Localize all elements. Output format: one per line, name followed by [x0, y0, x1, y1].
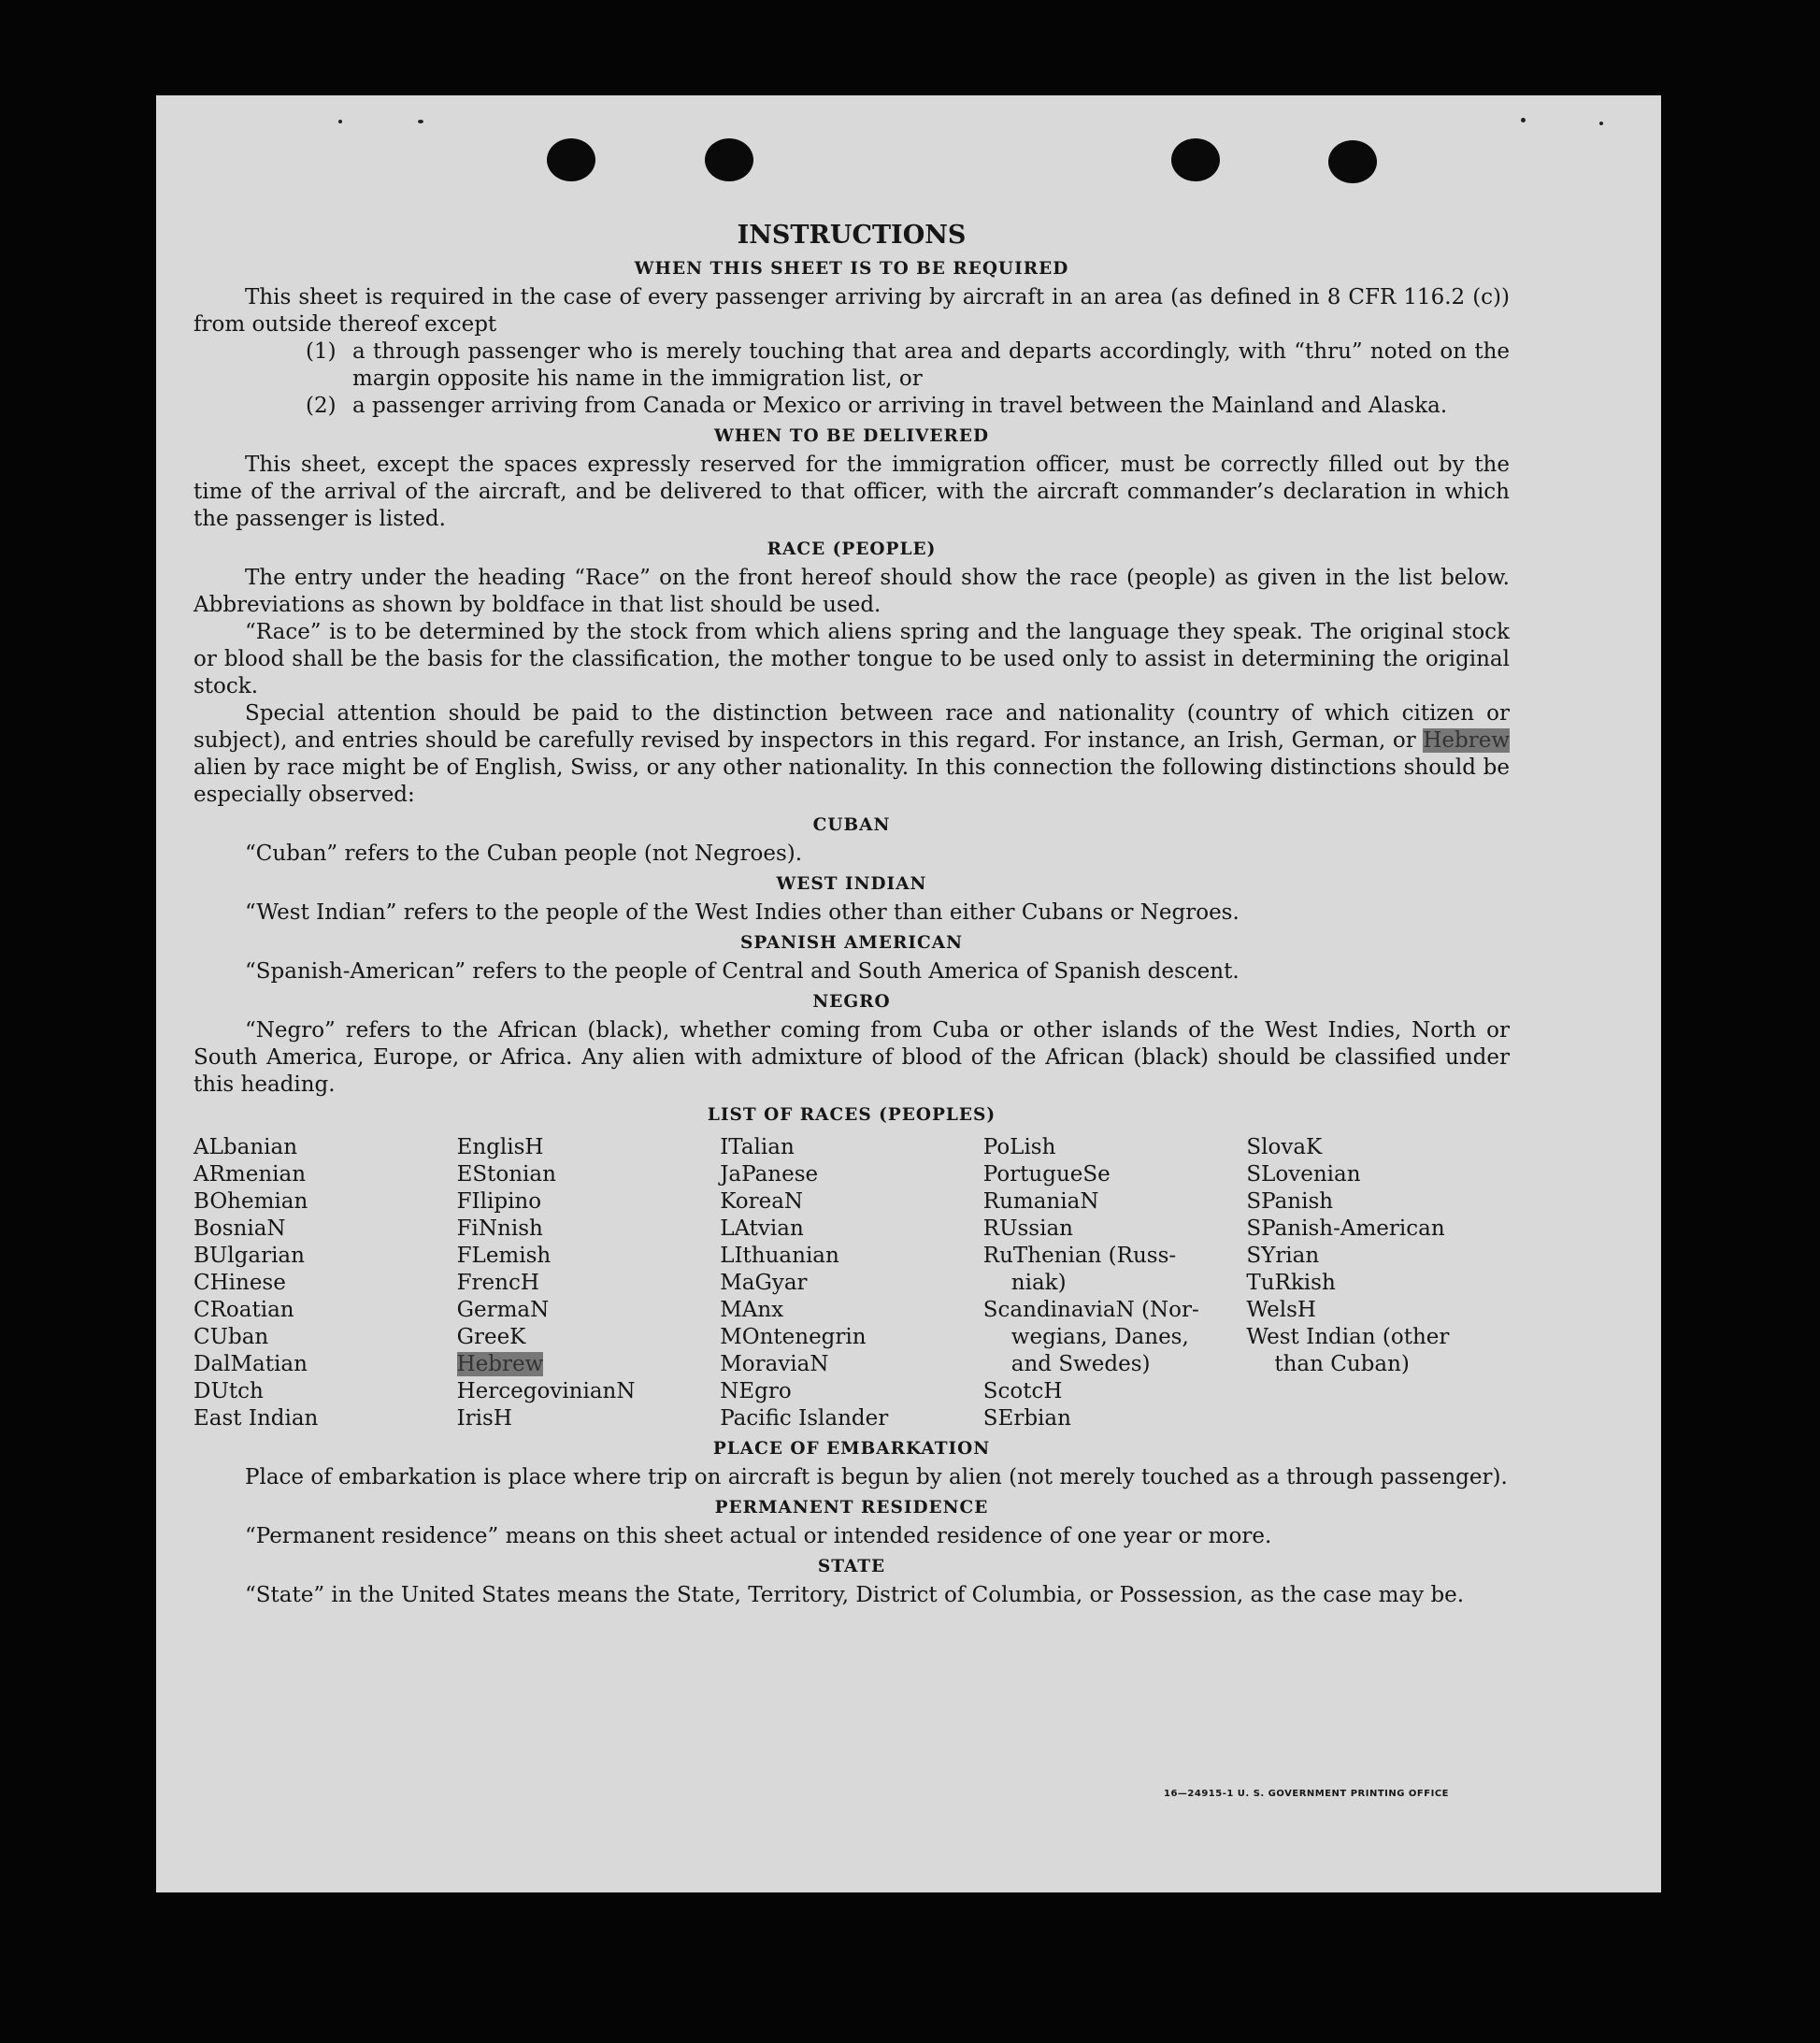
race-entry: SPanish-American — [1246, 1216, 1445, 1241]
race-entry: LAtvian — [720, 1216, 804, 1241]
race-entry: JaPanese — [720, 1162, 819, 1187]
heading-permanent-residence: PERMANENT RESIDENCE — [714, 1498, 989, 1518]
dust-speck — [1521, 118, 1526, 122]
page-title: INSTRUCTIONS — [737, 221, 967, 250]
races-column-2 — [457, 1134, 721, 1432]
race-entry: CRoatian — [193, 1298, 294, 1322]
races-column-1 — [193, 1134, 457, 1432]
paragraph-race-3 — [193, 700, 1510, 809]
race-entry: FrencH — [456, 1271, 539, 1295]
heading-embarkation: PLACE OF EMBARKATION — [712, 1439, 991, 1459]
race-text-a: Special attention should be paid to the distinction between race and nationality (country of which citizen or subject), and entries should be carefully revised by inspectors in this regard. For instance, an Irish, German, or — [193, 701, 1510, 753]
races-column-3 — [720, 1134, 983, 1432]
instructions-body — [193, 215, 1510, 1609]
exception-item-1 — [193, 338, 1510, 393]
punch-hole-3 — [1171, 138, 1220, 181]
race-entry: West Indian (other — [1246, 1325, 1450, 1349]
race-entry: BOhemian — [193, 1189, 308, 1214]
document-sheet — [156, 95, 1661, 1892]
item-number: (1) — [306, 339, 337, 364]
race-entry: DalMatian — [193, 1352, 308, 1376]
race-entry: NEgro — [720, 1379, 792, 1403]
paragraph-permanent-residence: “Permanent residence” means on this sheet actual or intended residence of one year or more. — [245, 1524, 1272, 1548]
heading-state: STATE — [817, 1557, 886, 1576]
race-entry: SlovaK — [1246, 1135, 1323, 1159]
race-entry: KoreaN — [720, 1189, 804, 1214]
paragraph-when-required: This sheet is required in the case of every passenger arriving by aircraft in an area (as defined in 8 CFR 116.2 (c)) from outside thereof except — [193, 285, 1510, 337]
paragraph-embarkation: Place of embarkation is place where trip on aircraft is begun by alien (not merely touched as a through passenger). — [245, 1465, 1508, 1489]
paragraph-race-1: The entry under the heading “Race” on the front hereof should show the race (people) as given in the list below. Abbreviations as shown by boldface in that list should be used. — [193, 566, 1510, 617]
race-entry: TuRkish — [1246, 1271, 1336, 1295]
race-entry: RumaniaN — [982, 1189, 1099, 1214]
item-text: a through passenger who is merely touching that area and departs accordingly, with “thru” noted on the margin opposite his name in the immigration list, or — [352, 339, 1510, 391]
struck-word: Hebrew — [1423, 728, 1511, 753]
race-entry-continued: wegians, Danes, — [1010, 1325, 1189, 1349]
heading-cuban: CUBAN — [812, 815, 891, 835]
race-entry: CHinese — [193, 1271, 286, 1295]
race-entry: HercegovinianN — [456, 1379, 636, 1403]
race-entry: GermaN — [456, 1298, 550, 1322]
race-entry: ScotcH — [982, 1379, 1063, 1403]
heading-list-of-races: LIST OF RACES (PEOPLES) — [707, 1105, 996, 1125]
race-entry: IrisH — [456, 1406, 512, 1431]
race-entry: EStonian — [456, 1162, 556, 1187]
struck-word: Hebrew — [456, 1352, 544, 1376]
race-entry: SErbian — [982, 1406, 1071, 1431]
race-entry: FIlipino — [456, 1189, 542, 1214]
paragraph-when-delivered: This sheet, except the spaces expressly reserved for the immigration officer, must be correctly filled out by the time of the arrival of the aircraft, and be delivered to that officer, with the aircraft commander’s declaration in which the passenger is listed. — [193, 453, 1510, 531]
exception-item-2 — [193, 393, 1510, 420]
race-entry: SYrian — [1246, 1244, 1320, 1268]
race-entry: GreeK — [456, 1325, 526, 1349]
printer-imprint: 16—24915-1 U. S. GOVERNMENT PRINTING OFFICE — [1164, 1789, 1449, 1799]
race-entry: EnglisH — [456, 1135, 544, 1159]
race-entry: ARmenian — [193, 1162, 307, 1187]
race-entry: MOntenegrin — [720, 1325, 867, 1349]
dust-speck — [338, 120, 342, 123]
race-entry: BosniaN — [193, 1216, 286, 1241]
race-entry: CUban — [193, 1325, 269, 1349]
race-entry: MoraviaN — [720, 1352, 829, 1376]
race-entry: ITalian — [720, 1135, 795, 1159]
heading-when-delivered: WHEN TO BE DELIVERED — [714, 426, 989, 446]
races-column-4 — [983, 1134, 1247, 1432]
paragraph-state: “State” in the United States means the State, Territory, District of Columbia, or Possession, as the case may be. — [245, 1583, 1465, 1607]
race-entry: LIthuanian — [720, 1244, 839, 1268]
heading-spanish-american: SPANISH AMERICAN — [739, 933, 964, 953]
race-entry-struck — [457, 1351, 721, 1378]
paragraph-race-2: “Race” is to be determined by the stock from which aliens spring and the language they speak. The original stock or blood shall be the basis for the classification, the mother tongue to be used only to assist in determining the original stock. — [193, 620, 1510, 698]
race-entry: DUtch — [193, 1379, 264, 1403]
heading-west-indian: WEST INDIAN — [776, 874, 927, 894]
paragraph-cuban: “Cuban” refers to the Cuban people (not Negroes). — [245, 842, 803, 866]
race-entry: WelsH — [1246, 1298, 1316, 1322]
race-entry-continued: niak) — [1010, 1271, 1067, 1295]
race-entry: MAnx — [720, 1298, 784, 1322]
heading-when-required: WHEN THIS SHEET IS TO BE REQUIRED — [634, 259, 1069, 279]
paragraph-west-indian: “West Indian” refers to the people of the West Indies other than either Cubans or Negroes. — [245, 900, 1240, 925]
race-entry: SLovenian — [1246, 1162, 1361, 1187]
race-entry-continued: and Swedes) — [1010, 1352, 1151, 1376]
races-column-5 — [1246, 1134, 1510, 1432]
race-entry: BUlgarian — [193, 1244, 305, 1268]
race-text-b: alien by race might be of English, Swiss, or any other nationality. In this connection the following distinctions should be especially observed: — [193, 755, 1510, 807]
race-entry: FLemish — [456, 1244, 552, 1268]
race-entry: ScandinaviaN (Nor- — [982, 1298, 1199, 1322]
punch-hole-1 — [547, 138, 595, 181]
race-entry: SPanish — [1246, 1189, 1334, 1214]
heading-negro: NEGRO — [812, 992, 891, 1012]
race-entry: Pacific Islander — [720, 1406, 889, 1431]
dust-speck — [1599, 122, 1603, 125]
race-entry: MaGyar — [720, 1271, 808, 1295]
item-number: (2) — [306, 394, 337, 418]
races-list — [193, 1134, 1510, 1432]
paragraph-spanish-american: “Spanish-American” refers to the people of Central and South America of Spanish descent. — [245, 959, 1240, 984]
race-entry: PoLish — [982, 1135, 1056, 1159]
item-text: a passenger arriving from Canada or Mexico or arriving in travel between the Mainland and Alaska. — [352, 394, 1448, 418]
race-entry-continued: than Cuban) — [1274, 1352, 1410, 1376]
race-entry: ALbanian — [193, 1135, 298, 1159]
race-entry: East Indian — [193, 1406, 319, 1431]
race-entry: FiNnish — [456, 1216, 543, 1241]
race-entry: PortugueSe — [982, 1162, 1111, 1187]
race-entry: RuThenian (Russ- — [982, 1244, 1177, 1268]
punch-hole-2 — [705, 138, 753, 181]
paragraph-negro: “Negro” refers to the African (black), whether coming from Cuba or other islands of the West Indies, North or South America, Europe, or Africa. Any alien with admixture of blood of the African (black) should be classified under this heading. — [193, 1018, 1510, 1097]
race-entry: RUssian — [982, 1216, 1073, 1241]
punch-hole-4 — [1328, 140, 1377, 183]
heading-race: RACE (PEOPLE) — [767, 540, 937, 559]
dust-speck — [418, 120, 423, 123]
